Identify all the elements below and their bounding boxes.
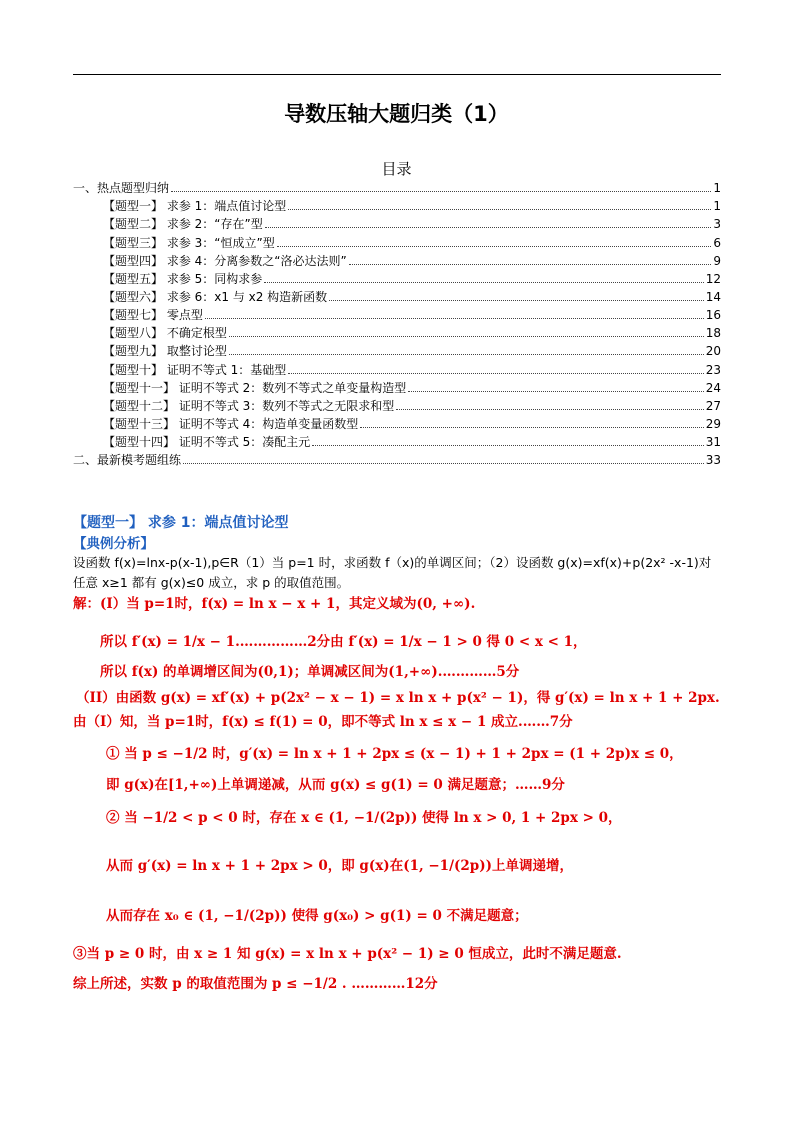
section-heading: 【题型一】 求参 1：端点值讨论型: [73, 515, 289, 531]
toc-entry[interactable]: 二、最新模考题组练 33: [73, 453, 721, 468]
solution-line: （II）由函数 g(x) = xf′(x) + p(2x² − x − 1) = x ln x + p(x² − 1)，得 g′(x) = ln x + 1 + 2px.: [76, 690, 720, 706]
toc-entry[interactable]: 【题型四】 求参 4：分离参数之“洛必达法则” 9: [103, 253, 721, 268]
toc-heading: 目录: [381, 160, 412, 178]
toc-entry[interactable]: 【题型十三】 证明不等式 4：构造单变量函数型 29: [103, 416, 721, 431]
toc-entry[interactable]: 【题型十一】 证明不等式 2：数列不等式之单变量构造型 24: [103, 380, 721, 395]
solution-line: 解：(I）当 p=1时，f(x) = ln x − x + 1，其定义域为(0, +∞).: [73, 596, 476, 612]
toc-entry[interactable]: 【题型五】 求参 5：同构求参 12: [103, 271, 721, 286]
problem-statement: [73, 553, 723, 593]
problem-line: 设函数 f(x)=lnx-p(x-1),p∈R（1）当 p=1 时，求函数 f（x)的单调区间；（2）设函数 g(x)=xf(x)+p(2x² -x-1)对: [73, 555, 712, 570]
toc-entry[interactable]: 【题型十】 证明不等式 1：基础型 23: [103, 362, 721, 377]
header-rule: [73, 74, 721, 75]
solution-line: 所以 f′(x) = 1/x − 1.……………2分由 f′(x) = 1/x − 1 > 0 得 0 < x < 1，: [100, 634, 587, 650]
solution-line: ① 当 p ≤ −1/2 时，g′(x) = ln x + 1 + 2px ≤ (x − 1) + 1 + 2px = (1 + 2p)x ≤ 0，: [106, 746, 683, 762]
solution-line: ③当 p ≥ 0 时，由 x ≥ 1 知 g(x) = x ln x + p(x² − 1) ≥ 0 恒成立，此时不满足题意.: [73, 946, 622, 962]
section-subheading: 【典例分析】: [73, 536, 154, 552]
toc-entry[interactable]: 【题型二】 求参 2：“存在”型 3: [103, 217, 721, 232]
solution-line: 由（I）知，当 p=1时，f(x) ≤ f(1) = 0，即不等式 ln x ≤ x − 1 成立.……7分: [73, 714, 573, 730]
solution-line: 即 g(x)在[1,+∞)上单调递减，从而 g(x) ≤ g(1) = 0 满足题意；……9分: [106, 777, 565, 793]
toc-entry[interactable]: 【题型七】 零点型 16: [103, 308, 721, 323]
toc-entry[interactable]: 【题型三】 求参 3：“恒成立”型 6: [103, 235, 721, 250]
toc-entry[interactable]: 【题型一】 求参 1：端点值讨论型 1: [103, 199, 721, 214]
solution-line: 从而存在 x₀ ∈ (1, −1/(2p)) 使得 g(x₀) > g(1) = 0 不满足题意；: [106, 908, 528, 924]
solution-line: 综上所述，实数 p 的取值范围为 p ≤ −1/2 . …………12分: [73, 976, 438, 992]
table-of-contents: [73, 178, 721, 468]
toc-entry[interactable]: 一、热点题型归纳 1: [73, 181, 721, 196]
document-title: 导数压轴大题归类（1）: [284, 102, 509, 126]
toc-entry[interactable]: 【题型十四】 证明不等式 5：凑配主元 31: [103, 435, 721, 450]
toc-entry[interactable]: 【题型十二】 证明不等式 3：数列不等式之无限求和型 27: [103, 398, 721, 413]
solution-line: 从而 g′(x) = ln x + 1 + 2px > 0，即 g(x)在(1, −1/(2p))上单调递增，: [106, 858, 574, 874]
toc-entry[interactable]: 【题型九】 取整讨论型 20: [103, 344, 721, 359]
toc-entry[interactable]: 【题型八】 不确定根型 18: [103, 326, 721, 341]
solution-line: 所以 f(x) 的单调增区间为(0,1)；单调减区间为(1,+∞).…………5分: [100, 664, 520, 680]
problem-line: 任意 x≥1 都有 g(x)≤0 成立，求 p 的取值范围。: [73, 575, 350, 590]
toc-entry[interactable]: 【题型六】 求参 6：x1 与 x2 构造新函数 14: [103, 289, 721, 304]
solution-line: ② 当 −1/2 < p < 0 时，存在 x ∈ (1, −1/(2p)) 使得 ln x > 0, 1 + 2px > 0，: [106, 810, 622, 826]
